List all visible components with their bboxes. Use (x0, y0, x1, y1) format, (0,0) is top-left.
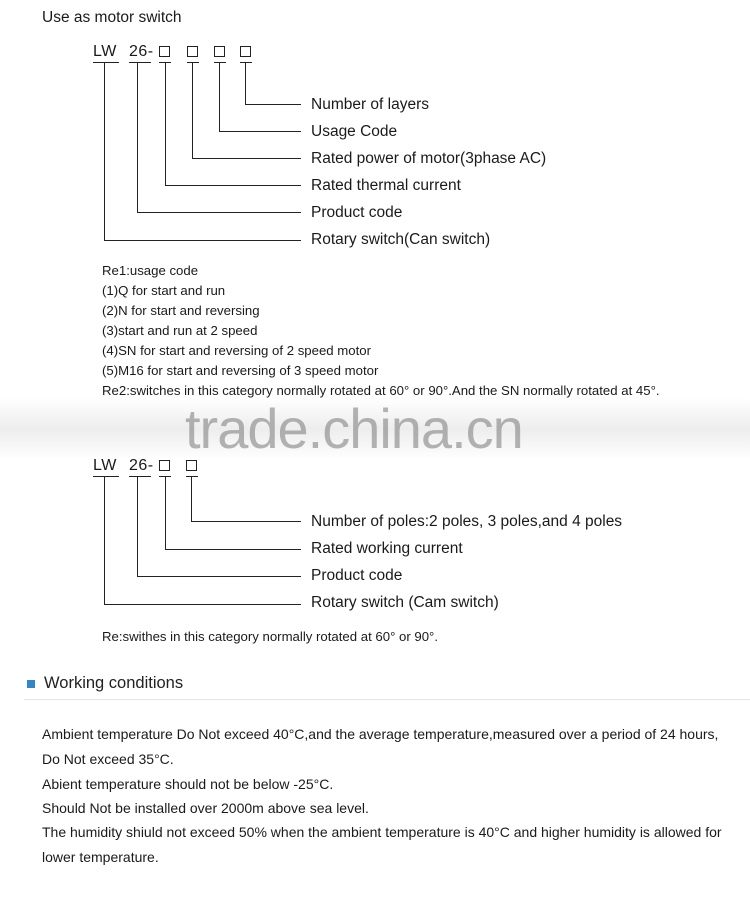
label-rated-thermal-current: Rated thermal current (311, 177, 461, 194)
code-lw: LW (93, 43, 117, 60)
label-number-of-layers: Number of layers (311, 96, 430, 113)
condition-line: Ambient temperature Do Not exceed 40°C,and the average temperature,measured over a period of 24 hours, (42, 726, 719, 742)
code-26: 26- (129, 43, 154, 60)
condition-line: The humidity shiuld not exceed 50% when the ambient temperature is 40°C and higher humidity is allowed for (42, 824, 722, 840)
label-product-code: Product code (311, 204, 403, 221)
motor-switch-heading: Use as motor switch (42, 9, 182, 26)
note-line: (2)N for start and reversing (102, 303, 260, 318)
square-bullet-icon (27, 680, 35, 688)
note-line: (4)SN for start and reversing of 2 speed motor (102, 343, 371, 358)
condition-line: lower temperature. (42, 849, 159, 865)
label-rated-working-current: Rated working current (311, 540, 463, 557)
code-26-2: 26- (129, 457, 154, 474)
condition-line: Should Not be installed over 2000m above sea level. (42, 800, 369, 816)
watermark-text: trade.china.cn (185, 397, 523, 460)
note-line: (3)start and run at 2 speed (102, 323, 258, 338)
note-line: Re1:usage code (102, 263, 199, 278)
label-rotary-switch: Rotary switch(Can switch) (311, 231, 491, 248)
note-line: (5)M16 for start and reversing of 3 speed motor (102, 363, 379, 378)
note-line: (1)Q for start and run (102, 283, 226, 298)
label-number-of-poles: Number of poles:2 poles, 3 poles,and 4 poles (311, 513, 623, 530)
label-usage-code: Usage Code (311, 123, 398, 140)
condition-line: Do Not exceed 35°C. (42, 751, 174, 767)
label-product-code-2: Product code (311, 567, 403, 584)
section-title: Working conditions (44, 674, 184, 692)
condition-line: Abient temperature should not be below -25°C. (42, 776, 334, 792)
second-note: Re:swithes in this category normally rotated at 60° or 90°. (102, 629, 438, 644)
code-box-2-2 (186, 460, 197, 471)
label-rotary-switch-2: Rotary switch (Cam switch) (311, 594, 499, 611)
working-conditions-header (24, 673, 750, 700)
code-lw-2: LW (93, 457, 117, 474)
code-box-2-1 (159, 460, 170, 471)
note-line: Re2:switches in this category normally rotated at 60° or 90°.And the SN normally rotated at 45°. (102, 383, 660, 398)
label-rated-power: Rated power of motor(3phase AC) (311, 150, 547, 167)
